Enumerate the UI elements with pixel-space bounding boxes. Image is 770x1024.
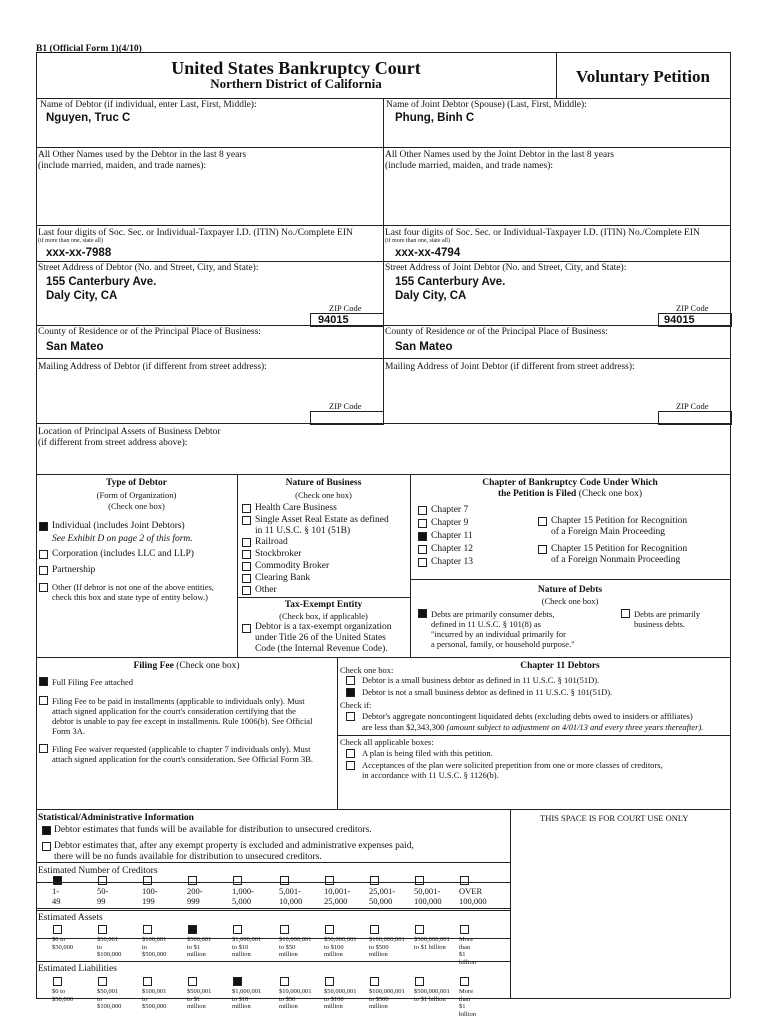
creditors-option-label-1: 1- 49 [52, 886, 61, 906]
aggregate-debts-label-2: are less than $2,343,300 (amount subject to adjustment on 4/01/13 and every three years thereafter). [362, 722, 704, 732]
funds-available-label: Debtor estimates that funds will be available for distribution to unsecured creditors. [54, 825, 372, 835]
debtor-name-label: Name of Debtor (if individual, enter Last, First, Middle): [40, 100, 257, 110]
creditors-checkbox-5[interactable] [233, 876, 242, 885]
district-title: Northern District of California [210, 76, 382, 91]
liabilities-checkbox-5[interactable] [233, 977, 242, 986]
joint-ssn[interactable]: xxx-xx-4794 [395, 247, 461, 259]
joint-ssn-label: Last four digits of Soc. Sec. or Individual-Taxpayer I.D. (ITIN) No./Complete EIN [385, 228, 700, 238]
joint-county-label: County of Residence or of the Principal Place of Business: [385, 327, 608, 337]
creditors-checkbox-10[interactable] [460, 876, 469, 885]
small-business-checkbox[interactable] [346, 676, 355, 685]
assets-option-label-1: $0 to $50,000 [52, 936, 74, 951]
tax-exempt-label: Debtor is a tax-exempt organization under Title 26 of the United States Code (the Internal Revenue Code). [255, 622, 392, 654]
nature-debts-title: Nature of Debts [537, 585, 603, 595]
individual-label: Individual (includes Joint Debtors) [52, 521, 185, 531]
liabilities-checkbox-6[interactable] [280, 977, 289, 986]
chapter-12-checkbox[interactable] [418, 545, 427, 554]
exhibit-d-note: See Exhibit D on page 2 of this form. [52, 534, 193, 544]
creditors-option-label-8: 25,001- 50,000 [369, 886, 396, 906]
assets-checkbox-1[interactable] [53, 925, 62, 934]
commodity-broker-label: Commodity Broker [255, 561, 330, 571]
creditors-checkbox-7[interactable] [325, 876, 334, 885]
liabilities-option-label-7: $50,000,001 to $100 million [324, 988, 357, 1010]
creditors-option-label-7: 10,001- 25,000 [324, 886, 351, 906]
health-care-label: Health Care Business [255, 503, 337, 513]
clearing-bank-label: Clearing Bank [255, 573, 311, 583]
tax-exempt-sub: (Check box, if applicable) [279, 611, 368, 621]
voluntary-petition-title: Voluntary Petition [576, 67, 710, 86]
no-funds-label: Debtor estimates that, after any exempt property is excluded and administrative expenses paid, there will be no funds available for distribution to unsecured creditors. [54, 841, 414, 862]
debtor-ssn-label: Last four digits of Soc. Sec. or Individual-Taxpayer I.D. (ITIN) No./Complete EIN [38, 228, 353, 238]
chapter-15-main-label: Chapter 15 Petition for Recognition of a Foreign Main Proceeding [551, 516, 688, 537]
chapter-13-label: Chapter 13 [431, 557, 473, 567]
chapter11-check-if: Check if: [340, 700, 372, 710]
assets-option-label-2: $50,001 to $100,000 [97, 936, 122, 958]
aggregate-debts-checkbox[interactable] [346, 712, 355, 721]
assets-checkbox-2[interactable] [98, 925, 107, 934]
funds-available-checkbox[interactable] [42, 826, 51, 835]
creditors-checkbox-4[interactable] [188, 876, 197, 885]
joint-zip-label: ZIP Code [676, 303, 709, 313]
liabilities-checkbox-7[interactable] [325, 977, 334, 986]
nature-business-title: Nature of Business [285, 478, 362, 488]
creditors-option-label-4: 200- 999 [187, 886, 203, 906]
business-debts-label: Debts are primarily business debts. [634, 609, 701, 629]
single-asset-checkbox[interactable] [242, 516, 251, 525]
tax-exempt-title: Tax-Exempt Entity [284, 600, 363, 610]
stats-title: Statistical/Administrative Information [38, 813, 194, 823]
creditors-checkbox-6[interactable] [280, 876, 289, 885]
chapter-7-label: Chapter 7 [431, 505, 469, 515]
joint-street[interactable]: 155 Canterbury Ave. [395, 276, 506, 288]
other-entity-label: Other (If debtor is not one of the above entities, check this box and state type of entity below.) [52, 582, 214, 602]
chapter-11-checkbox[interactable] [418, 532, 427, 541]
liabilities-option-label-5: $1,000,001 to $10 million [232, 988, 262, 1010]
assets-option-label-8: $100,000,001 to $500 million [369, 936, 405, 958]
debtor-ssn-note: (if more than one, state all) [38, 238, 103, 244]
plan-filed-checkbox[interactable] [346, 749, 355, 758]
liabilities-checkbox-9[interactable] [415, 977, 424, 986]
joint-mailing-zip-label: ZIP Code [676, 401, 709, 411]
assets-checkbox-10[interactable] [460, 925, 469, 934]
debtor-ssn[interactable]: xxx-xx-7988 [46, 247, 112, 259]
chapter11-check-all: Check all applicable boxes: [340, 737, 434, 747]
not-small-business-label: Debtor is not a small business debtor as defined in 11 U.S.C. § 101(51D). [362, 687, 613, 697]
railroad-label: Railroad [255, 537, 288, 547]
health-care-checkbox[interactable] [242, 504, 251, 513]
creditors-option-label-10: OVER 100,000 [459, 886, 487, 906]
single-asset-label-2: in 11 U.S.C. § 101 (51B) [255, 526, 351, 536]
liabilities-option-label-1: $0 to $50,000 [52, 988, 74, 1003]
installments-label: Filing Fee to be paid in installments (applicable to individuals only). Must attach signed application for the court's consideration certifying that the debtor is unable to pay fee except in installments. Rule 1006(b). See Official Form 3A. [52, 696, 313, 736]
debtor-mailing-label: Mailing Address of Debtor (if different from street address): [38, 362, 267, 372]
liabilities-checkbox-8[interactable] [370, 977, 379, 986]
fee-waiver-checkbox[interactable] [39, 744, 48, 753]
filing-fee-title: Filing Fee (Check one box) [133, 661, 240, 671]
liabilities-label: Estimated Liabilities [38, 964, 117, 974]
no-funds-checkbox[interactable] [42, 842, 51, 851]
debtor-other-names-label: All Other Names used by the Debtor in the last 8 years (include married, maiden, and trade names): [38, 150, 247, 171]
commodity-broker-checkbox[interactable] [242, 562, 251, 571]
not-small-business-checkbox[interactable] [346, 688, 355, 697]
joint-name[interactable]: Phung, Binh C [395, 112, 475, 124]
creditors-option-label-6: 5,001- 10,000 [279, 886, 303, 906]
joint-street-label: Street Address of Joint Debtor (No. and Street, City, and State): [385, 263, 627, 273]
type-of-debtor-sub2: (Check one box) [108, 501, 165, 511]
liabilities-option-label-2: $50,001 to $100,000 [97, 988, 122, 1010]
creditors-option-label-2: 50- 99 [97, 886, 109, 906]
liabilities-checkbox-4[interactable] [188, 977, 197, 986]
tax-exempt-checkbox[interactable] [242, 624, 251, 633]
liabilities-checkbox-1[interactable] [53, 977, 62, 986]
nature-debts-sub: (Check one box) [541, 596, 599, 606]
debtor-county[interactable]: San Mateo [46, 341, 104, 353]
assets-option-label-3: $100,001 to $500,000 [142, 936, 167, 958]
consumer-debts-label: Debts are primarily consumer debts, defined in 11 U.S.C. § 101(8) as "incurred by an individual primarily for a personal, family, or household purpose." [431, 609, 575, 649]
joint-ssn-note: (if more than one, state all) [385, 238, 450, 244]
left-border [36, 52, 37, 998]
creditors-option-label-5: 1,000- 5,000 [232, 886, 254, 906]
creditors-checkbox-9[interactable] [415, 876, 424, 885]
stockbroker-label: Stockbroker [255, 549, 302, 559]
railroad-checkbox[interactable] [242, 538, 251, 547]
chapter-15-main-checkbox[interactable] [538, 517, 547, 526]
assets-option-label-5: $1,000,001 to $10 million [232, 936, 262, 958]
liabilities-option-label-8: $100,000,001 to $500 million [369, 988, 405, 1010]
liabilities-option-label-9: $500,000,001 to $1 billion [414, 988, 450, 1003]
debtor-street[interactable]: 155 Canterbury Ave. [46, 276, 157, 288]
liabilities-option-label-10: More than $1 billion [459, 988, 476, 1018]
corporation-label: Corporation (includes LLC and LLP) [52, 549, 194, 559]
assets-option-label-7: $50,000,001 to $100 million [324, 936, 357, 958]
joint-zip[interactable]: 94015 [664, 314, 695, 326]
acceptances-checkbox[interactable] [346, 761, 355, 770]
stockbroker-checkbox[interactable] [242, 550, 251, 559]
assets-checkbox-5[interactable] [233, 925, 242, 934]
assets-option-label-9: $500,000,001 to $1 billion [414, 936, 450, 951]
chapter11-check-one: Check one box: [340, 665, 394, 675]
creditors-checkbox-1[interactable] [53, 876, 62, 885]
single-asset-label: Single Asset Real Estate as defined [255, 515, 389, 525]
other-business-label: Other [255, 585, 277, 595]
fee-waiver-label: Filing Fee waiver requested (applicable to chapter 7 individuals only). Must attach signed application for the court's consideration. See Official Form 3B. [52, 744, 314, 764]
small-business-label: Debtor is a small business debtor as defined in 11 U.S.C. § 101(51D). [362, 675, 600, 685]
type-of-debtor-title: Type of Debtor [105, 478, 168, 488]
assets-checkbox-9[interactable] [415, 925, 424, 934]
assets-checkbox-7[interactable] [325, 925, 334, 934]
location-label: Location of Principal Assets of Business Debtor (if different from street address above): [38, 427, 221, 448]
form-id: B1 (Official Form 1)(4/10) [36, 44, 142, 54]
clearing-bank-checkbox[interactable] [242, 574, 251, 583]
type-of-debtor-sub1: (Form of Organization) [96, 490, 177, 500]
other-entity-checkbox[interactable] [39, 583, 48, 592]
assets-option-label-6: $10,000,001 to $50 million [279, 936, 312, 958]
liabilities-option-label-4: $500,001 to $1 million [187, 988, 212, 1010]
chapter-9-label: Chapter 9 [431, 518, 469, 528]
joint-name-label: Name of Joint Debtor (Spouse) (Last, First, Middle): [386, 100, 587, 110]
partnership-checkbox[interactable] [39, 566, 48, 575]
chapter-12-label: Chapter 12 [431, 544, 473, 554]
chapter-15-nonmain-checkbox[interactable] [538, 545, 547, 554]
full-fee-checkbox[interactable] [39, 677, 48, 686]
creditors-checkbox-2[interactable] [98, 876, 107, 885]
liabilities-option-label-3: $100,001 to $500,000 [142, 988, 167, 1010]
liabilities-checkbox-3[interactable] [143, 977, 152, 986]
chapter-title: Chapter of Bankruptcy Code Under Which [482, 478, 658, 488]
installments-checkbox[interactable] [39, 696, 48, 705]
assets-checkbox-8[interactable] [370, 925, 379, 934]
assets-label: Estimated Assets [38, 913, 103, 923]
assets-checkbox-6[interactable] [280, 925, 289, 934]
nature-business-sub: (Check one box) [295, 490, 352, 500]
plan-filed-label: A plan is being filed with this petition. [362, 748, 493, 758]
debtor-county-label: County of Residence or of the Principal Place of Business: [38, 327, 261, 337]
debtor-city[interactable]: Daly City, CA [46, 290, 118, 302]
assets-option-label-4: $500,001 to $1 million [187, 936, 212, 958]
debtor-zip-label: ZIP Code [329, 303, 362, 313]
creditors-option-label-9: 50,001- 100,000 [414, 886, 442, 906]
creditors-checkbox-8[interactable] [370, 876, 379, 885]
right-border [730, 52, 731, 998]
joint-mailing-label: Mailing Address of Joint Debtor (if different from street address): [385, 362, 635, 372]
creditors-option-label-3: 100- 199 [142, 886, 158, 906]
other-business-checkbox[interactable] [242, 586, 251, 595]
creditors-label: Estimated Number of Creditors [38, 866, 158, 876]
debtor-zip[interactable]: 94015 [318, 314, 349, 326]
joint-city[interactable]: Daly City, CA [395, 290, 467, 302]
creditors-checkbox-3[interactable] [143, 876, 152, 885]
liabilities-checkbox-2[interactable] [98, 977, 107, 986]
business-debts-checkbox[interactable] [621, 609, 630, 618]
aggregate-debts-label: Debtor's aggregate noncontingent liquidated debts (excluding debts owed to insiders or affiliates) [362, 711, 693, 721]
joint-other-names-label: All Other Names used by the Joint Debtor in the last 8 years (include married, maiden, and trade names): [385, 150, 615, 171]
debtor-street-label: Street Address of Debtor (No. and Street, City, and State): [38, 263, 259, 273]
partnership-label: Partnership [52, 565, 96, 575]
consumer-debts-checkbox[interactable] [418, 609, 427, 618]
chapter-15-nonmain-label: Chapter 15 Petition for Recognition of a Foreign Nonmain Proceeding [551, 544, 688, 565]
joint-county[interactable]: San Mateo [395, 341, 453, 353]
chapter-7-checkbox[interactable] [418, 506, 427, 515]
individual-checkbox[interactable] [39, 522, 48, 531]
chapter-title-2: the Petition is Filed (Check one box) [497, 489, 643, 499]
assets-checkbox-4[interactable] [188, 925, 197, 934]
liabilities-checkbox-10[interactable] [460, 977, 469, 986]
corporation-checkbox[interactable] [39, 550, 48, 559]
full-fee-label: Full Filing Fee attached [52, 677, 133, 687]
court-use-only: THIS SPACE IS FOR COURT USE ONLY [540, 813, 689, 823]
assets-checkbox-3[interactable] [143, 925, 152, 934]
chapter-13-checkbox[interactable] [418, 558, 427, 567]
chapter11-debtors-title: Chapter 11 Debtors [520, 661, 600, 671]
acceptances-label: Acceptances of the plan were solicited prepetition from one or more classes of creditors, in accordance with 11 U.S.C. § 1126(b). [362, 760, 663, 780]
assets-option-label-10: More than $1 billion [459, 936, 476, 966]
chapter-11-label: Chapter 11 [431, 531, 473, 541]
debtor-name[interactable]: Nguyen, Truc C [46, 112, 131, 124]
court-title: United States Bankruptcy Court [171, 58, 421, 78]
liabilities-option-label-6: $10,000,001 to $50 million [279, 988, 312, 1010]
chapter-9-checkbox[interactable] [418, 519, 427, 528]
debtor-mailing-zip-label: ZIP Code [329, 401, 362, 411]
